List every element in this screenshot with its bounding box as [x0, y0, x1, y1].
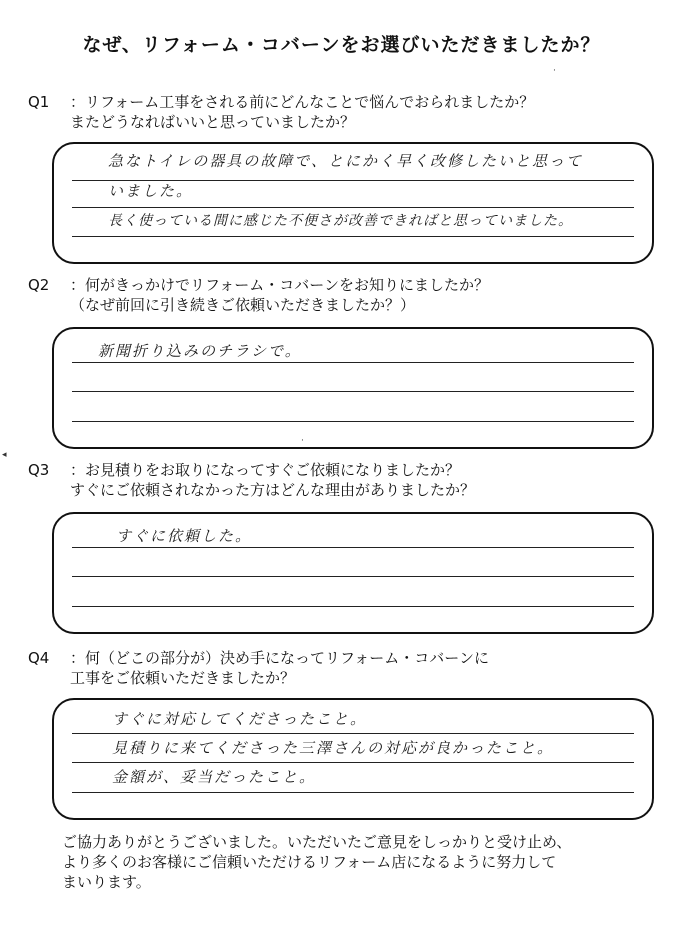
- question-3: [28, 460, 475, 500]
- handwritten-answer: 金額が、妥当だったこと。: [112, 768, 317, 786]
- question-text: ：お見積りをお取りになってすぐご依頼になりましたか？: [70, 461, 461, 479]
- scan-speck: ·: [301, 436, 304, 446]
- question-label: Q2: [28, 276, 50, 294]
- answer-rule: [72, 576, 634, 577]
- question-text-line2: またどうなればいいと思っていましたか？: [70, 113, 356, 131]
- margin-arrow-icon: ◂: [2, 450, 7, 460]
- survey-title: なぜ、リフォーム・コバーンをお選びいただきましたか？: [82, 34, 601, 56]
- question-text-line2: すぐにご依頼されなかった方はどんな理由がありましたか？: [70, 481, 476, 499]
- question-label: Q4: [28, 649, 50, 667]
- question-text: ：何（どこの部分が）決め手になってリフォーム・コバーンに: [70, 649, 489, 667]
- handwritten-answer: 見積りに来てくださった三澤さんの対応が良かったこと。: [112, 739, 555, 757]
- handwritten-answer: 急なトイレの器具の故障で、とにかく早く改修したいと思って: [108, 152, 583, 170]
- handwritten-answer: いました。: [108, 182, 194, 200]
- question-2: [28, 275, 489, 315]
- closing-line: まいります。: [62, 873, 151, 891]
- handwritten-answer: 新聞折り込みのチラシで。: [98, 342, 302, 360]
- closing-message: [62, 832, 662, 892]
- answer-rule: [72, 421, 634, 422]
- answer-rule: [72, 236, 634, 237]
- closing-line: より多くのお客様にご信頼いただけるリフォーム店になるように努力して: [62, 853, 557, 871]
- question-text: ：リフォーム工事をされる前にどんなことで悩んでおられましたか？: [70, 93, 535, 111]
- question-4: [28, 648, 489, 688]
- handwritten-answer: 長く使っている間に感じた不便さが改善できればと思っていました。: [108, 213, 573, 229]
- handwritten-answer: すぐに依頼した。: [116, 527, 253, 545]
- question-text-line2: （なぜ前回に引き続きご依頼いただきましたか？）: [70, 296, 416, 314]
- question-text-line2: 工事をご依頼いただきましたか？: [70, 669, 296, 687]
- answer-rule: [72, 792, 634, 793]
- question-text: ：何がきっかけでリフォーム・コバーンをお知りにましたか？: [70, 276, 489, 294]
- closing-line: ご協力ありがとうございました。いただいたご意見をしっかりと受け止め、: [62, 833, 572, 851]
- scan-speck: ·: [553, 66, 556, 76]
- handwritten-answer: すぐに対応してくださったこと。: [112, 710, 368, 728]
- answer-rule: [72, 362, 634, 363]
- question-label: Q3: [28, 461, 50, 479]
- answer-rule: [72, 733, 634, 734]
- answer-rule: [72, 207, 634, 208]
- answer-rule: [72, 606, 634, 607]
- answer-rule: [72, 391, 634, 392]
- question-label: Q1: [28, 93, 50, 111]
- answer-rule: [72, 547, 634, 548]
- question-1: [28, 92, 534, 132]
- answer-rule: [72, 762, 634, 763]
